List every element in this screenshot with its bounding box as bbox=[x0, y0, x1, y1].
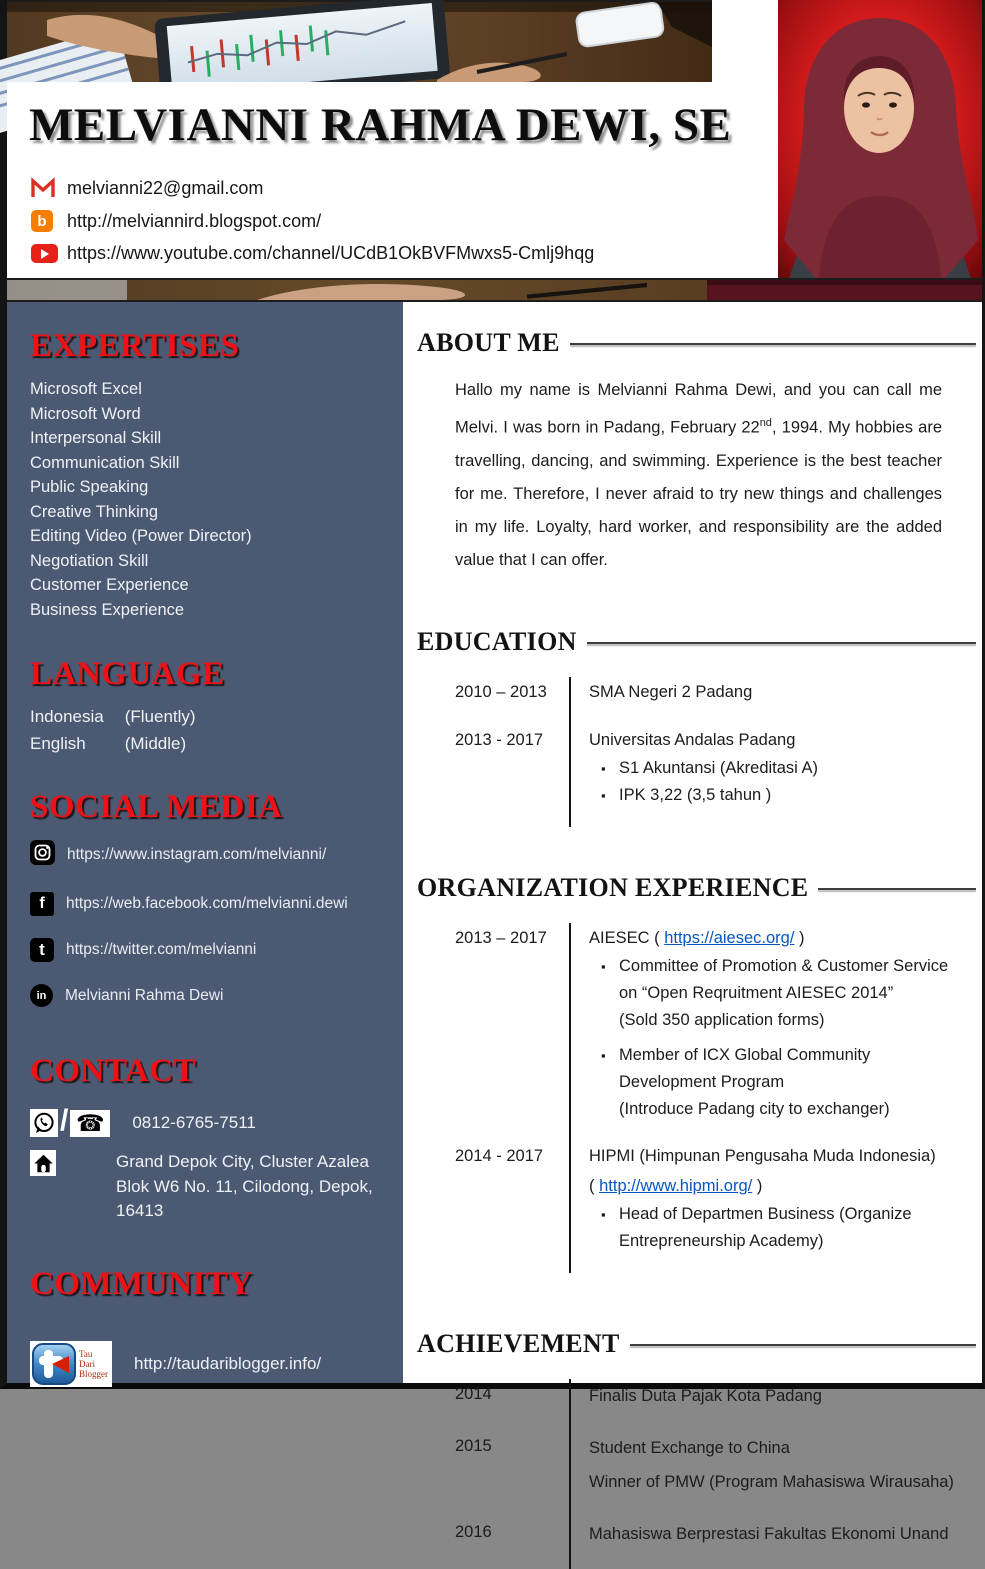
organization-table bbox=[417, 923, 976, 1273]
education-heading bbox=[417, 627, 976, 657]
achievement-entry: Mahasiswa Berprestasi Fakultas Ekonomi Unand bbox=[569, 1517, 976, 1569]
education-table bbox=[417, 677, 976, 827]
language-list bbox=[30, 703, 389, 757]
desk-banner-photo bbox=[7, 0, 712, 84]
organization-name: AIESEC ( https://aiesec.org/ ) bbox=[589, 928, 805, 947]
about-title: ABOUT ME bbox=[417, 328, 560, 357]
skill-item: Editing Video (Power Director) bbox=[30, 527, 252, 545]
education-title: EDUCATION bbox=[417, 626, 577, 656]
social-row-twitter bbox=[30, 938, 389, 962]
email-text[interactable]: melvianni22@gmail.com bbox=[67, 178, 264, 198]
profile-photo bbox=[778, 0, 982, 289]
language-level: (Fluently) bbox=[124, 707, 196, 726]
youtube-icon bbox=[31, 244, 61, 263]
organization-period: 2013 – 2017 bbox=[455, 928, 547, 947]
organization-bullet: ▪ Head of Departmen Business (Organize bbox=[589, 1201, 972, 1228]
organization-period: 2014 - 2017 bbox=[455, 1146, 544, 1165]
taudariblogger-logo bbox=[30, 1341, 112, 1387]
address-lines bbox=[116, 1150, 373, 1224]
sidebar bbox=[7, 302, 403, 1383]
person-name: MELVIANNI RAHMA DEWI, SE bbox=[29, 99, 732, 151]
achievement-entry: Finalis Duta Pajak Kota Padang bbox=[569, 1379, 976, 1431]
organization-heading bbox=[417, 873, 976, 903]
education-entry bbox=[569, 677, 976, 725]
about-section bbox=[417, 328, 976, 577]
phone-number: 0812-6765-7511 bbox=[132, 1113, 256, 1132]
language-item bbox=[30, 703, 389, 730]
twitter-url[interactable]: https://twitter.com/melvianni bbox=[66, 941, 257, 958]
community-row bbox=[30, 1341, 389, 1387]
skill-item: Microsoft Excel bbox=[30, 380, 142, 398]
about-paragraph: Hallo my name is Melvianni Rahma Dewi, and you can call me Melvi. I was born in Padang, February 22nd, 1994. My hobbies are travelling, dancing, and swimming. Experience is the best teacher for me. Therefore, I never afraid to try new things and challenges in my life. Loyalty, hard worker, and responsibility are the added value that I can offer. bbox=[455, 381, 942, 569]
skill-item: Interpersonal Skill bbox=[30, 429, 162, 447]
language-item bbox=[30, 730, 389, 757]
education-section bbox=[417, 627, 976, 827]
achievement-year: 2015 bbox=[455, 1436, 492, 1455]
skill-item: Public Speaking bbox=[30, 478, 149, 496]
organization-link-line: ( http://www.hipmi.org/ ) bbox=[589, 1176, 763, 1195]
expertises-title: EXPERTISES bbox=[30, 328, 240, 364]
instagram-url[interactable]: https://www.instagram.com/melvianni/ bbox=[67, 846, 327, 863]
aiesec-link[interactable]: https://aiesec.org/ bbox=[664, 928, 795, 947]
achievement-heading bbox=[417, 1329, 976, 1359]
social-row-linkedin bbox=[30, 984, 389, 1007]
organization-name: HIPMI (Himpunan Pengusaha Muda Indonesia) bbox=[589, 1146, 936, 1165]
address-line: Blok W6 No. 11, Cilodong, Depok, bbox=[116, 1176, 373, 1196]
organization-entry: HIPMI (Himpunan Pengusaha Muda Indonesia) ( http://www.hipmi.org/ ) ▪ Head of Departmen Business (Organize Entrepreneurship Academy) bbox=[569, 1141, 976, 1273]
organization-title: ORGANIZATION EXPERIENCE bbox=[417, 872, 809, 902]
header-contacts bbox=[31, 178, 778, 264]
education-period: 2013 - 2017 bbox=[455, 730, 544, 749]
heading-rule bbox=[570, 343, 976, 345]
gmail-icon bbox=[31, 179, 61, 198]
skill-item: Creative Thinking bbox=[30, 502, 159, 521]
community-url[interactable]: http://taudariblogger.info/ bbox=[134, 1353, 322, 1373]
social-row-facebook bbox=[30, 892, 389, 916]
achievement-table bbox=[417, 1379, 976, 1569]
skill-item: Customer Experience bbox=[30, 576, 189, 594]
main-content bbox=[403, 302, 982, 1543]
skill-item: Microsoft Word bbox=[30, 404, 141, 423]
slash-separator: / bbox=[60, 1104, 69, 1137]
linkedin-name: Melvianni Rahma Dewi bbox=[65, 986, 224, 1004]
contact-row-blog bbox=[31, 210, 778, 232]
phone-row bbox=[30, 1106, 389, 1140]
youtube-url-text[interactable]: https://www.youtube.com/channel/UCdB1OkBVFMwxs5-Cmlj9hqg bbox=[67, 243, 595, 263]
hipmi-link[interactable]: http://www.hipmi.org/ bbox=[599, 1176, 753, 1195]
desk-strip-photo bbox=[7, 278, 982, 302]
about-heading bbox=[417, 328, 976, 358]
organization-entry: AIESEC ( https://aiesec.org/ ) ▪ Committee of Promotion & Customer Service on “Open Reqruitment AIESEC 2014” (Sold 350 application forms) ▪ Member of ICX Global Community Development Program (Introduce Padang city to exchanger) bbox=[569, 923, 976, 1141]
language-name: Indonesia bbox=[30, 707, 104, 726]
organization-section bbox=[417, 873, 976, 1273]
contact-title: CONTACT bbox=[30, 1053, 197, 1089]
organization-bullet: ▪ Committee of Promotion & Customer Service bbox=[589, 953, 972, 980]
blog-url-text[interactable]: http://melviannird.blogspot.com/ bbox=[67, 210, 322, 231]
expertises-list bbox=[30, 377, 389, 622]
language-name: English bbox=[30, 734, 86, 753]
community-title: COMMUNITY bbox=[30, 1265, 253, 1302]
skill-item: Business Experience bbox=[30, 600, 185, 619]
ordinal-superscript: nd bbox=[759, 417, 772, 429]
education-period: 2010 – 2013 bbox=[455, 682, 547, 701]
language-level: (Middle) bbox=[124, 734, 187, 753]
education-entry bbox=[569, 725, 976, 827]
achievement-entry: Student Exchange to China Winner of PMW (Program Mahasiswa Wirausaha) bbox=[569, 1431, 976, 1517]
taudari-logo-text: Tau Dari Blogger bbox=[79, 1348, 108, 1379]
phone-icon: ☎ bbox=[70, 1110, 110, 1137]
school-name: SMA Negeri 2 Padang bbox=[589, 682, 753, 701]
twitter-icon: t bbox=[30, 938, 54, 962]
education-bullet: ▪ IPK 3,22 (3,5 tahun ) bbox=[589, 782, 972, 809]
education-bullet: ▪ S1 Akuntansi (Akreditasi A) bbox=[589, 755, 972, 782]
address-line: Grand Depok City, Cluster Azalea bbox=[116, 1152, 369, 1171]
facebook-url[interactable]: https://web.facebook.com/melvianni.dewi bbox=[66, 895, 348, 912]
heading-rule bbox=[818, 888, 976, 890]
blogger-icon: b bbox=[31, 210, 61, 232]
social-row-instagram bbox=[30, 840, 389, 870]
skill-item: Communication Skill bbox=[30, 453, 180, 472]
heading-rule bbox=[630, 1344, 976, 1346]
linkedin-icon: in bbox=[30, 984, 53, 1007]
heading-rule bbox=[587, 642, 976, 644]
taudari-logo-icon bbox=[32, 1343, 76, 1385]
social-list bbox=[30, 840, 389, 1007]
address-line: 16413 bbox=[116, 1201, 164, 1220]
social-media-title: SOCIAL MEDIA bbox=[30, 789, 283, 825]
contact-row-youtube bbox=[31, 243, 778, 264]
achievement-title: ACHIEVEMENT bbox=[417, 1328, 620, 1358]
portrait-illustration bbox=[778, 0, 982, 286]
language-title: LANGUAGE bbox=[30, 656, 225, 692]
facebook-icon: f bbox=[30, 892, 54, 916]
achievement-year: 2014 bbox=[455, 1384, 492, 1403]
home-icon bbox=[30, 1150, 56, 1176]
whatsapp-icon bbox=[30, 1109, 58, 1137]
organization-bullet: ▪ Member of ICX Global Community bbox=[589, 1042, 972, 1069]
achievement-section bbox=[417, 1329, 976, 1569]
school-name: Universitas Andalas Padang bbox=[589, 730, 796, 749]
instagram-icon bbox=[30, 840, 55, 870]
header bbox=[7, 82, 778, 278]
contact-row-email bbox=[31, 178, 778, 199]
address-row bbox=[30, 1150, 389, 1224]
achievement-year: 2016 bbox=[455, 1522, 492, 1541]
skill-item: Negotiation Skill bbox=[30, 551, 149, 570]
